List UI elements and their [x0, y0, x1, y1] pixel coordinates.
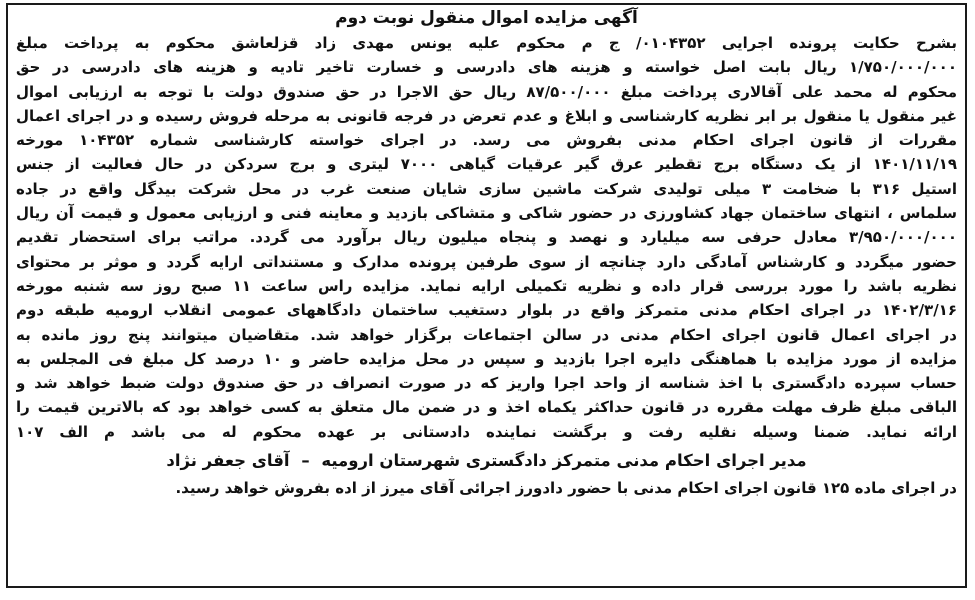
- signature-office: مدیر اجرای احکام مدنی متمرکز دادگستری شهرستان ارومیه: [321, 451, 807, 471]
- body-line: نظریه باشد را مورد بررسی قرار داده و نظریه تکمیلی ارایه نماید. مزایده راس ساعت ۱۱ صبح روز سه شنبه مورخه: [16, 276, 957, 295]
- body-line: مقررات از قانون اجرای احکام مدنی بفروش می رسد. در اجرای خواسته کارشناسی شماره ۱۰۴۳۵۲ مورخه: [16, 131, 957, 150]
- body-line: ۳/۹۵۰/۰۰۰/۰۰۰ معادل حرفی سه میلیارد و نهصد و پنجاه میلیون ریال برآورد می گردد. مراتب برای استحضار تقدیم: [16, 228, 957, 247]
- body-line: الباقی مبلغ ظرف مهلت مقرره در قانون حداکثر یکماه اخذ و در ضمن مال متعلق به کسی خواهد بود که بالاترین قیمت را: [16, 398, 957, 417]
- notice-title: آگهی مزایده اموال منقول نوبت دوم: [335, 8, 638, 28]
- body-line: ۱۴۰۱/۱۱/۱۹ از یک دستگاه برج تقطیر عرق گیر عرقیات گیاهی ۷۰۰۰ لیتری و برج سردکن در حال فعالیت از جنس: [16, 155, 957, 174]
- body-line: سلماس ، انتهای ساختمان جهاد کشاورزی در حضور شاکی و متشاکی بازدید و معاینه فنی و ارزیابی معمول و قیمت آن ریال: [16, 204, 957, 223]
- body-line: محکوم له محمد علی آقالاری پرداخت مبلغ ۸۷/۵۰۰/۰۰۰ ریال حق الاجرا در حق صندوق دولت با توجه به ارزیابی اموال: [16, 82, 957, 101]
- signature-line: [16, 448, 957, 474]
- notice-footer: در اجرای ماده ۱۲۵ قانون اجرای احکام مدنی با حضور دادورز اجرائی آقای میرز از اده بفروش خواهد رسید.: [175, 479, 957, 498]
- body-line: بشرح حکایت پرونده اجرایی ۰۱۰۴۳۵۲/ ج م محکوم علیه یونس مهدی زاد قزلعاشق محکوم به پرداخت مبلغ: [16, 34, 957, 52]
- body-line: استیل ۳۱۶ با ضخامت ۳ میلی تولیدی شرکت ماشین سازی شایان صنعت غرب در محل شرکت بیدگل واقع در جاده: [16, 179, 957, 198]
- body-line: ۱/۷۵۰/۰۰۰/۰۰۰ ریال بابت اصل خواسته و هزینه های دادرسی و خسارت تاخیر تادیه و هزینه های دادرسی در حق: [16, 58, 957, 77]
- signature-separator: –: [301, 451, 310, 471]
- notice-body: [16, 31, 957, 444]
- body-line: ارائه نماید. ضمنا وسیله نقلیه رفت و برگشت نماینده دادستانی بر عهده محکوم له می باشد م الف ۱۰۷: [16, 422, 957, 441]
- body-line: غیر منقول یا منقول بر ابر نظریه کارشناسی و ابلاغ و عدم تعرض در فرجه قانونی به مرحله فروش رسیده و در اجرای اعمال: [16, 106, 957, 125]
- body-line: مزایده از مورد مزایده با هماهنگی دایره اجرا بازدید و سپس در محل مزایده حاضر و ۱۰ درصد کل مبلغ فی المجلس به: [16, 349, 957, 368]
- body-line: ۱۴۰۲/۳/۱۶ در اجرای احکام مدنی متمرکز واقع در بلوار دستغیب ساختمان دادگاههای عمومی انقلاب ارومیه طبقه دوم: [16, 301, 957, 320]
- body-line: در اجرای اعمال قانون اجرای احکام مدنی در سالن اجتماعات برگزار خواهد شد. متقاضیان میتوانند پنج روز مانده به: [16, 325, 957, 344]
- body-line: حضور میگردد و کارشناس آمادگی دارد چنانچه از سوی طرفین پرونده مدارک و مستنداتی ارایه گردد و موثر بر محتوای: [16, 252, 957, 271]
- signature-name: آقای جعفر نژاد: [166, 451, 290, 471]
- body-line: حساب سپرده دادگستری با اخذ شناسه از واحد اجرا واریز که در صورت انصراف در حق صندوق دولت ضبط خواهد شد و: [16, 374, 957, 393]
- legal-notice: [6, 3, 967, 588]
